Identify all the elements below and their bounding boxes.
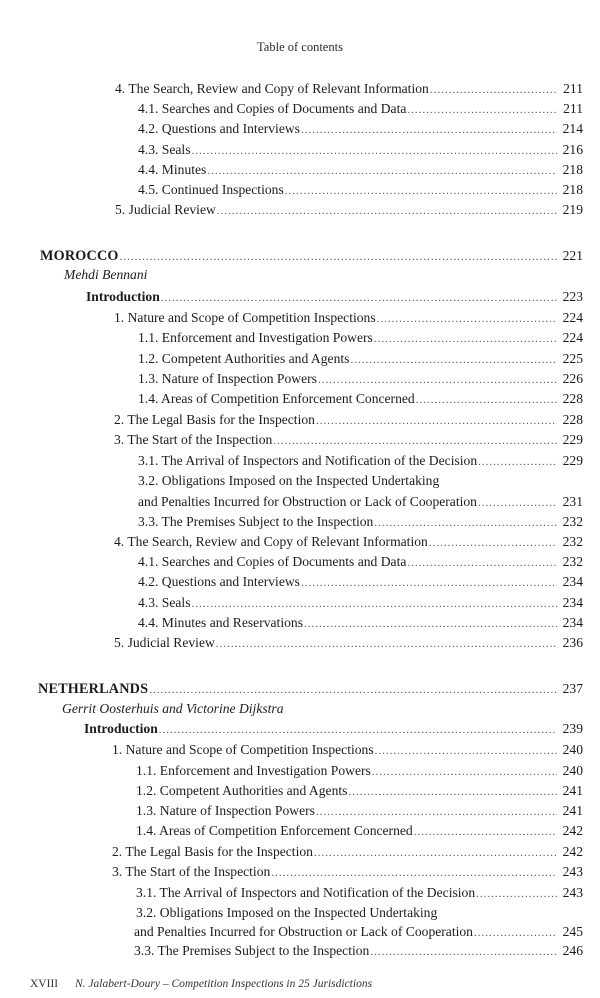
dot-leader [191, 142, 557, 160]
dot-leader [478, 453, 557, 471]
toc-entry-page: 245 [562, 924, 583, 939]
dot-leader [316, 412, 557, 430]
toc-entry[interactable] [114, 411, 583, 430]
toc-entry[interactable] [138, 452, 583, 471]
dot-leader [407, 554, 557, 572]
toc-entry-page: 228 [562, 412, 583, 427]
toc-entry-title: 5. Judicial Review [114, 635, 215, 650]
toc-entry-page: 232 [562, 554, 583, 569]
author-name: Gerrit Oosterhuis and Victorine Dijkstra [62, 701, 284, 716]
toc-entry-page: 211 [563, 101, 583, 116]
toc-entry-title: 4.2. Questions and Interviews [138, 121, 300, 136]
toc-entry-page: 232 [562, 514, 583, 529]
toc-entry[interactable] [136, 802, 583, 821]
toc-entry-page: 241 [562, 803, 583, 818]
dot-leader [318, 371, 557, 389]
toc-entry-page: 246 [562, 943, 583, 958]
toc-entry-title: 1. Nature and Scope of Competition Inspections [112, 742, 374, 757]
toc-country-netherlands[interactable] [38, 680, 583, 699]
dot-leader [273, 432, 557, 450]
dot-leader [350, 351, 557, 369]
dot-leader [429, 534, 557, 552]
country-title: MOROCCO [40, 248, 119, 264]
toc-entry-introduction[interactable] [84, 720, 583, 739]
toc-entry-title: 4.1. Searches and Copies of Documents and Data [138, 101, 407, 116]
dot-leader [476, 885, 557, 903]
dot-leader [478, 494, 557, 512]
toc-entry[interactable] [136, 762, 583, 781]
author-name: Mehdi Bennani [64, 267, 148, 282]
toc-entry-title: 5. Judicial Review [115, 202, 216, 217]
toc-entry-page: 243 [562, 864, 583, 879]
toc-entry-page: 240 [562, 763, 583, 778]
dot-leader [474, 924, 557, 942]
page-footer [30, 978, 372, 990]
toc-entry-title: 4.3. Seals [138, 595, 191, 610]
toc-entry[interactable] [138, 573, 583, 592]
toc-entry-page: 221 [562, 248, 583, 263]
toc-entry-page: 231 [562, 494, 583, 509]
dot-leader [374, 330, 557, 348]
toc-entry-title: 4. The Search, Review and Copy of Relevant Information [115, 81, 429, 96]
dot-leader [216, 635, 557, 653]
toc-entry[interactable] [138, 120, 583, 139]
dot-leader [416, 391, 557, 409]
toc-entry-title[interactable]: 3.2. Obligations Imposed on the Inspected Undertaking [138, 473, 440, 488]
toc-entry-page: 224 [562, 330, 583, 345]
toc-entry-title: 1.1. Enforcement and Investigation Powers [138, 330, 373, 345]
toc-entry-title: 1.3. Nature of Inspection Powers [138, 371, 317, 386]
toc-entry-title: and Penalties Incurred for Obstruction or Lack of Cooperation [138, 494, 477, 509]
toc-entry-page: 241 [562, 783, 583, 798]
toc-entry[interactable] [138, 594, 583, 613]
toc-entry-page: 239 [562, 721, 583, 736]
toc-entry[interactable] [136, 884, 583, 903]
toc-entry[interactable] [115, 80, 583, 99]
toc-entry-title: Introduction [84, 721, 158, 736]
toc-entry[interactable] [112, 843, 583, 862]
toc-entry-title: 1.3. Nature of Inspection Powers [136, 803, 315, 818]
toc-entry[interactable] [138, 141, 583, 160]
dot-leader [207, 162, 557, 180]
toc-entry-page: 237 [562, 681, 583, 696]
toc-entry-title: 4.2. Questions and Interviews [138, 574, 300, 589]
toc-entry-title: 4.4. Minutes and Reservations [138, 615, 303, 630]
dot-leader [430, 81, 557, 99]
toc-entry-page: 226 [562, 371, 583, 386]
toc-entry-title: 4.3. Seals [138, 142, 191, 157]
toc-entry-page: 234 [562, 595, 583, 610]
toc-entry[interactable] [115, 201, 583, 220]
toc-entry[interactable] [134, 923, 583, 942]
toc-entry-page: 234 [562, 615, 583, 630]
toc-entry-title: 1.1. Enforcement and Investigation Powers [136, 763, 371, 778]
dot-leader [304, 615, 557, 633]
toc-entry-page: 234 [562, 574, 583, 589]
dot-leader [316, 803, 557, 821]
toc-entry-page: 232 [562, 534, 583, 549]
toc-entry[interactable] [114, 309, 583, 328]
toc-entry-title: 2. The Legal Basis for the Inspection [112, 844, 313, 859]
toc-entry-title: 4.4. Minutes [138, 162, 207, 177]
running-header: Table of contents [257, 40, 343, 54]
toc-entry[interactable] [138, 350, 583, 369]
toc-entry[interactable] [138, 161, 583, 180]
toc-entry-introduction[interactable] [86, 288, 583, 307]
toc-entry-title: 1.4. Areas of Competition Enforcement Concerned [138, 391, 415, 406]
toc-entry-title: 3.3. The Premises Subject to the Inspection [134, 943, 370, 958]
toc-entry-title: 3. The Start of the Inspection [114, 432, 273, 447]
toc-entry[interactable] [136, 782, 583, 801]
dot-leader [372, 763, 557, 781]
toc-entry-page: 214 [562, 121, 583, 136]
dot-leader [161, 289, 557, 307]
dot-leader [374, 514, 557, 532]
toc-entry-title: and Penalties Incurred for Obstruction or Lack of Cooperation [134, 924, 473, 939]
toc-entry[interactable] [138, 493, 583, 512]
toc-entry-title: 4.1. Searches and Copies of Documents and Data [138, 554, 407, 569]
toc-entry-page: 219 [562, 202, 583, 217]
toc-entry-page: 242 [562, 823, 583, 838]
dot-leader [301, 121, 557, 139]
dot-leader [301, 574, 557, 592]
toc-entry[interactable] [138, 181, 583, 200]
toc-entry-page: 243 [562, 885, 583, 900]
toc-entry[interactable] [138, 100, 583, 119]
toc-entry-title: 1.4. Areas of Competition Enforcement Concerned [136, 823, 413, 838]
toc-entry[interactable] [112, 741, 583, 760]
toc-entry-title: 3.1. The Arrival of Inspectors and Notification of the Decision [138, 453, 478, 468]
toc-entry-title: 3. The Start of the Inspection [112, 864, 271, 879]
dot-leader [370, 943, 557, 961]
toc-entry[interactable] [114, 634, 583, 653]
toc-entry-title: Introduction [86, 289, 160, 304]
toc-country-morocco[interactable] [40, 247, 583, 266]
running-footer-title: N. Jalabert-Doury – Competition Inspections in 25 Jurisdictions [74, 978, 373, 990]
toc-entry[interactable] [134, 942, 583, 961]
toc-entry-page: 242 [562, 844, 583, 859]
dot-leader [191, 595, 557, 613]
toc-entry[interactable] [138, 614, 583, 633]
dot-leader [348, 783, 557, 801]
toc-entry[interactable] [136, 822, 583, 841]
dot-leader [375, 742, 557, 760]
toc-entry-title: 3.3. The Premises Subject to the Inspection [138, 514, 374, 529]
toc-entry[interactable] [138, 513, 583, 532]
country-title: NETHERLANDS [38, 681, 149, 697]
dot-leader [314, 844, 557, 862]
toc-entry-page: 229 [562, 432, 583, 447]
toc-entry-title: 1.2. Competent Authorities and Agents [136, 783, 348, 798]
dot-leader [271, 864, 557, 882]
toc-entry[interactable] [138, 370, 583, 389]
toc-entry-title: 4. The Search, Review and Copy of Relevant Information [114, 534, 428, 549]
toc-entry[interactable] [138, 329, 583, 348]
toc-entry-title: 1.2. Competent Authorities and Agents [138, 351, 350, 366]
dot-leader [120, 248, 557, 266]
toc-entry-page: 236 [562, 635, 583, 650]
toc-entry[interactable] [114, 431, 583, 450]
toc-entry-page: 216 [562, 142, 583, 157]
toc-entry-page: 240 [562, 742, 583, 757]
toc-entry-page: 218 [562, 162, 583, 177]
toc-entry[interactable] [112, 863, 583, 882]
toc-entry-page: 223 [562, 289, 583, 304]
dot-leader [149, 681, 557, 699]
dot-leader [285, 182, 557, 200]
toc-entry-title: 2. The Legal Basis for the Inspection [114, 412, 315, 427]
toc-entry-page: 225 [562, 351, 583, 366]
toc-entry[interactable] [138, 553, 583, 572]
dot-leader [377, 310, 557, 328]
toc-entry[interactable] [138, 390, 583, 409]
toc-entry-title: 1. Nature and Scope of Competition Inspections [114, 310, 376, 325]
toc-entry-page: 228 [562, 391, 583, 406]
dot-leader [407, 101, 557, 119]
toc-entry-page: 229 [562, 453, 583, 468]
toc-entry[interactable] [114, 533, 583, 552]
toc-entry-title[interactable]: 3.2. Obligations Imposed on the Inspected Undertaking [136, 905, 438, 920]
dot-leader [159, 721, 557, 739]
page-number: XVIII [30, 978, 59, 990]
toc-entry-page: 224 [562, 310, 583, 325]
toc-entry-page: 218 [562, 182, 583, 197]
dot-leader [217, 202, 557, 220]
toc-entry-title: 3.1. The Arrival of Inspectors and Notification of the Decision [136, 885, 476, 900]
dot-leader [414, 823, 557, 841]
toc-entry-title: 4.5. Continued Inspections [138, 182, 284, 197]
toc-entry-page: 211 [563, 81, 583, 96]
